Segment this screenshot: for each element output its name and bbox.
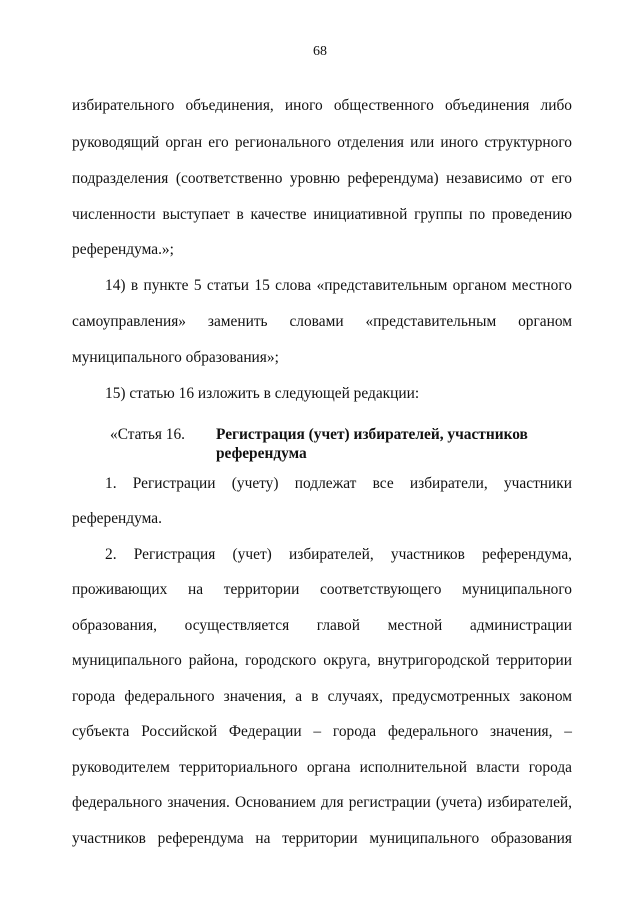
text-line: руководителем территориального органа исполнительной власти города <box>72 759 572 776</box>
text-line: участников референдума на территории муниципального образования <box>72 830 572 847</box>
text-line: образования, осуществляется главой местной администрации <box>72 617 572 634</box>
text-line: избирательного объединения, иного общественного объединения либо <box>72 97 572 114</box>
text-line: 15) статью 16 изложить в следующей редакции: <box>105 385 420 402</box>
article-title-line: референдума <box>216 445 307 462</box>
text-line: референдума. <box>72 510 162 527</box>
text-line: 14) в пункте 5 статьи 15 слова «представительным органом местного <box>105 277 572 294</box>
text-line: референдума.»; <box>72 241 174 258</box>
page-number: 68 <box>313 44 327 59</box>
text-line: 1. Регистрации (учету) подлежат все избиратели, участники <box>105 475 572 492</box>
text-line: 2. Регистрация (учет) избирателей, участников референдума, <box>105 546 572 563</box>
text-line: муниципального района, городского округа, внутригородской территории <box>72 652 572 669</box>
article-title <box>216 425 556 463</box>
text-line: численности выступает в качестве инициативной группы по проведению <box>72 206 572 223</box>
text-line: муниципального образования»; <box>72 349 279 366</box>
text-line: подразделения (соответственно уровню референдума) независимо от его <box>72 170 572 187</box>
text-line: субъекта Российской Федерации – города федерального значения, – <box>72 723 572 740</box>
text-line: федерального значения. Основанием для регистрации (учета) избирателей, <box>72 794 572 811</box>
article-title-line: Регистрация (учет) избирателей, участников <box>216 426 528 443</box>
article-label: «Статья 16. <box>110 426 186 443</box>
text-line: проживающих на территории соответствующего муниципального <box>72 581 572 598</box>
text-line: руководящий орган его регионального отделения или иного структурного <box>72 134 572 151</box>
text-line: самоуправления» заменить словами «представительным органом <box>72 313 572 330</box>
text-line: города федерального значения, а в случаях, предусмотренных законом <box>72 688 572 705</box>
